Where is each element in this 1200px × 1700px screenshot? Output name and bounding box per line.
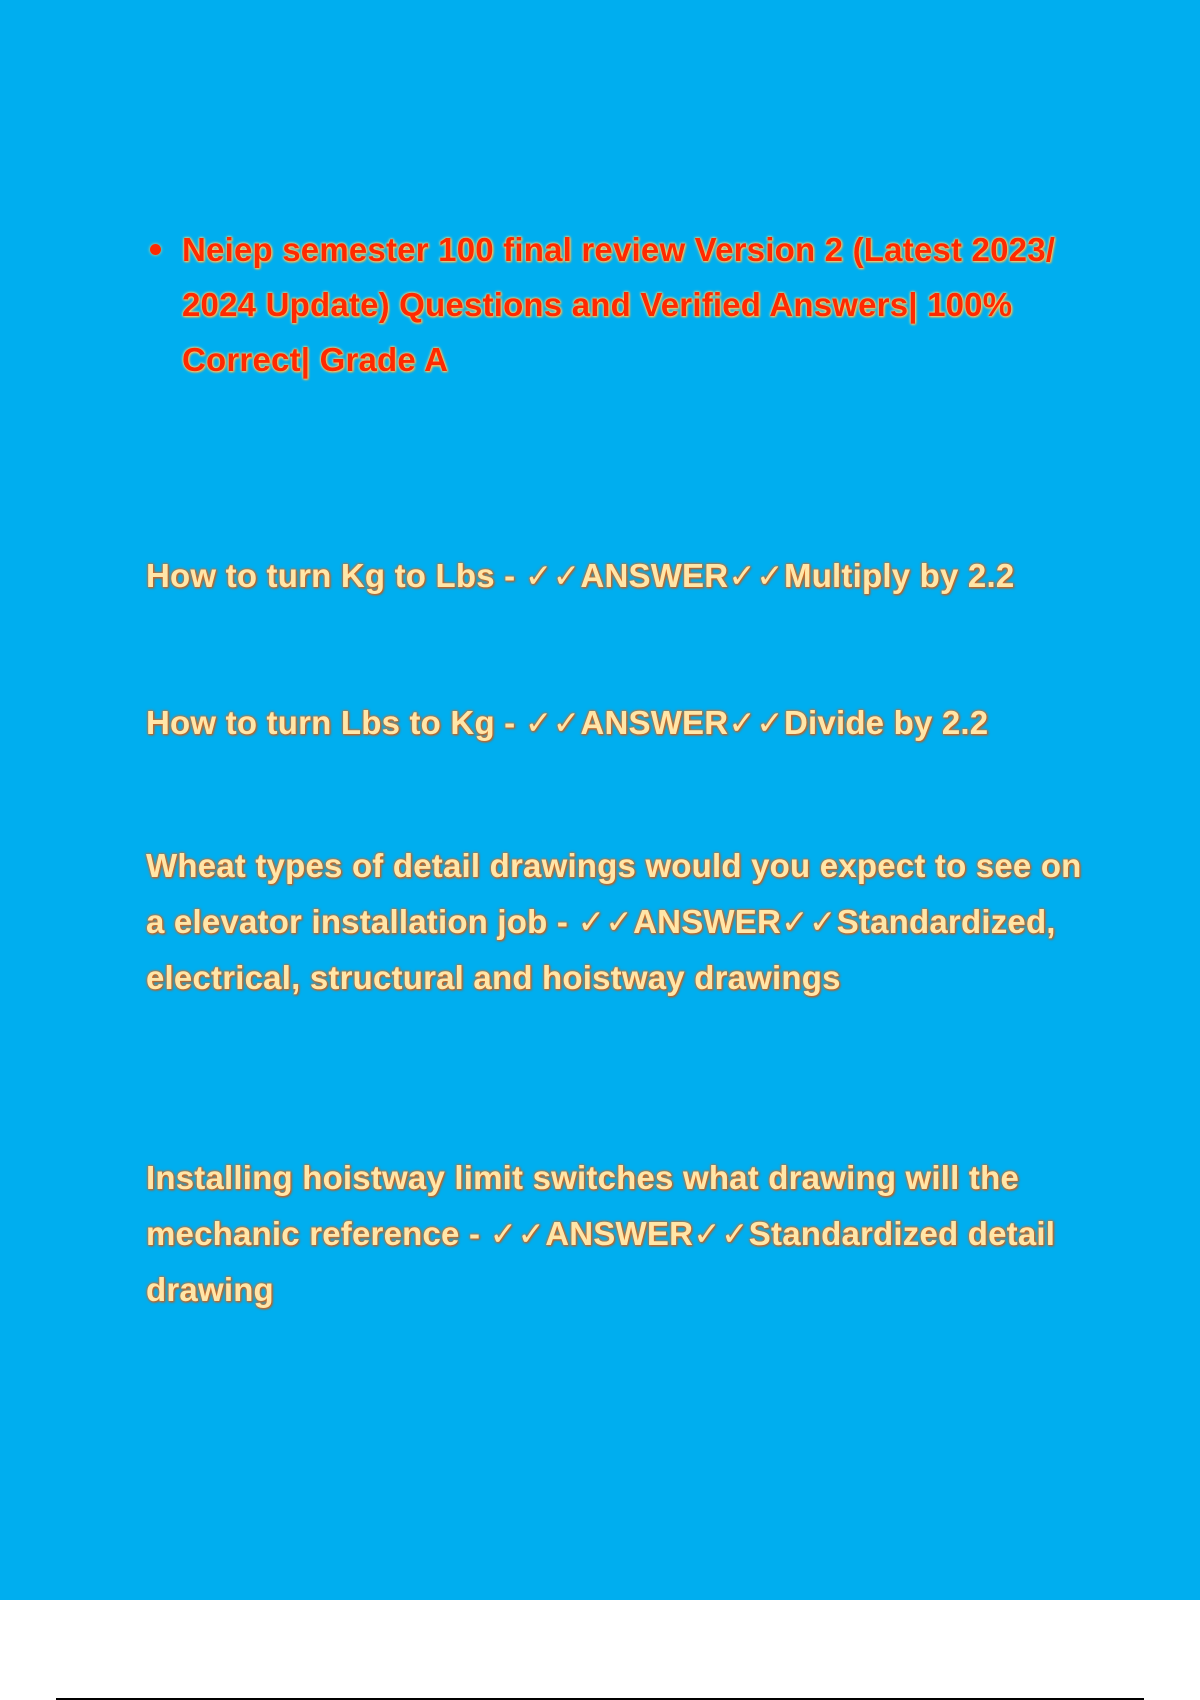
document-title: Neiep semester 100 final review Version 2 (Latest 2023/ 2024 Update) Questions and Verified Answers| 100% Correct| Grade A bbox=[146, 222, 1086, 387]
answer-marker: ✓✓ANSWER✓✓ bbox=[524, 704, 784, 741]
qa-item bbox=[146, 548, 1096, 604]
answer-text: Multiply by 2.2 bbox=[784, 557, 1015, 594]
qa-item bbox=[146, 695, 1096, 751]
answer-marker: ✓✓ANSWER✓✓ bbox=[524, 557, 784, 594]
question-text: Wheat types of detail drawings would you expect to see on a elevator installation job - bbox=[146, 847, 1082, 940]
answer-text: Divide by 2.2 bbox=[784, 704, 989, 741]
qa-item bbox=[146, 1150, 1096, 1318]
document-title-list bbox=[146, 222, 1086, 387]
qa-item bbox=[146, 838, 1096, 1006]
answer-text: Standardized, electrical, structural and hoistway drawings bbox=[146, 903, 1056, 996]
answer-marker: ✓✓ANSWER✓✓ bbox=[577, 903, 837, 940]
question-text: Installing hoistway limit switches what drawing will the mechanic reference - bbox=[146, 1159, 1020, 1252]
answer-marker: ✓✓ANSWER✓✓ bbox=[489, 1215, 749, 1252]
question-text: How to turn Kg to Lbs - bbox=[146, 557, 525, 594]
question-text: How to turn Lbs to Kg - bbox=[146, 704, 525, 741]
answer-text: Standardized detail drawing bbox=[146, 1215, 1056, 1308]
